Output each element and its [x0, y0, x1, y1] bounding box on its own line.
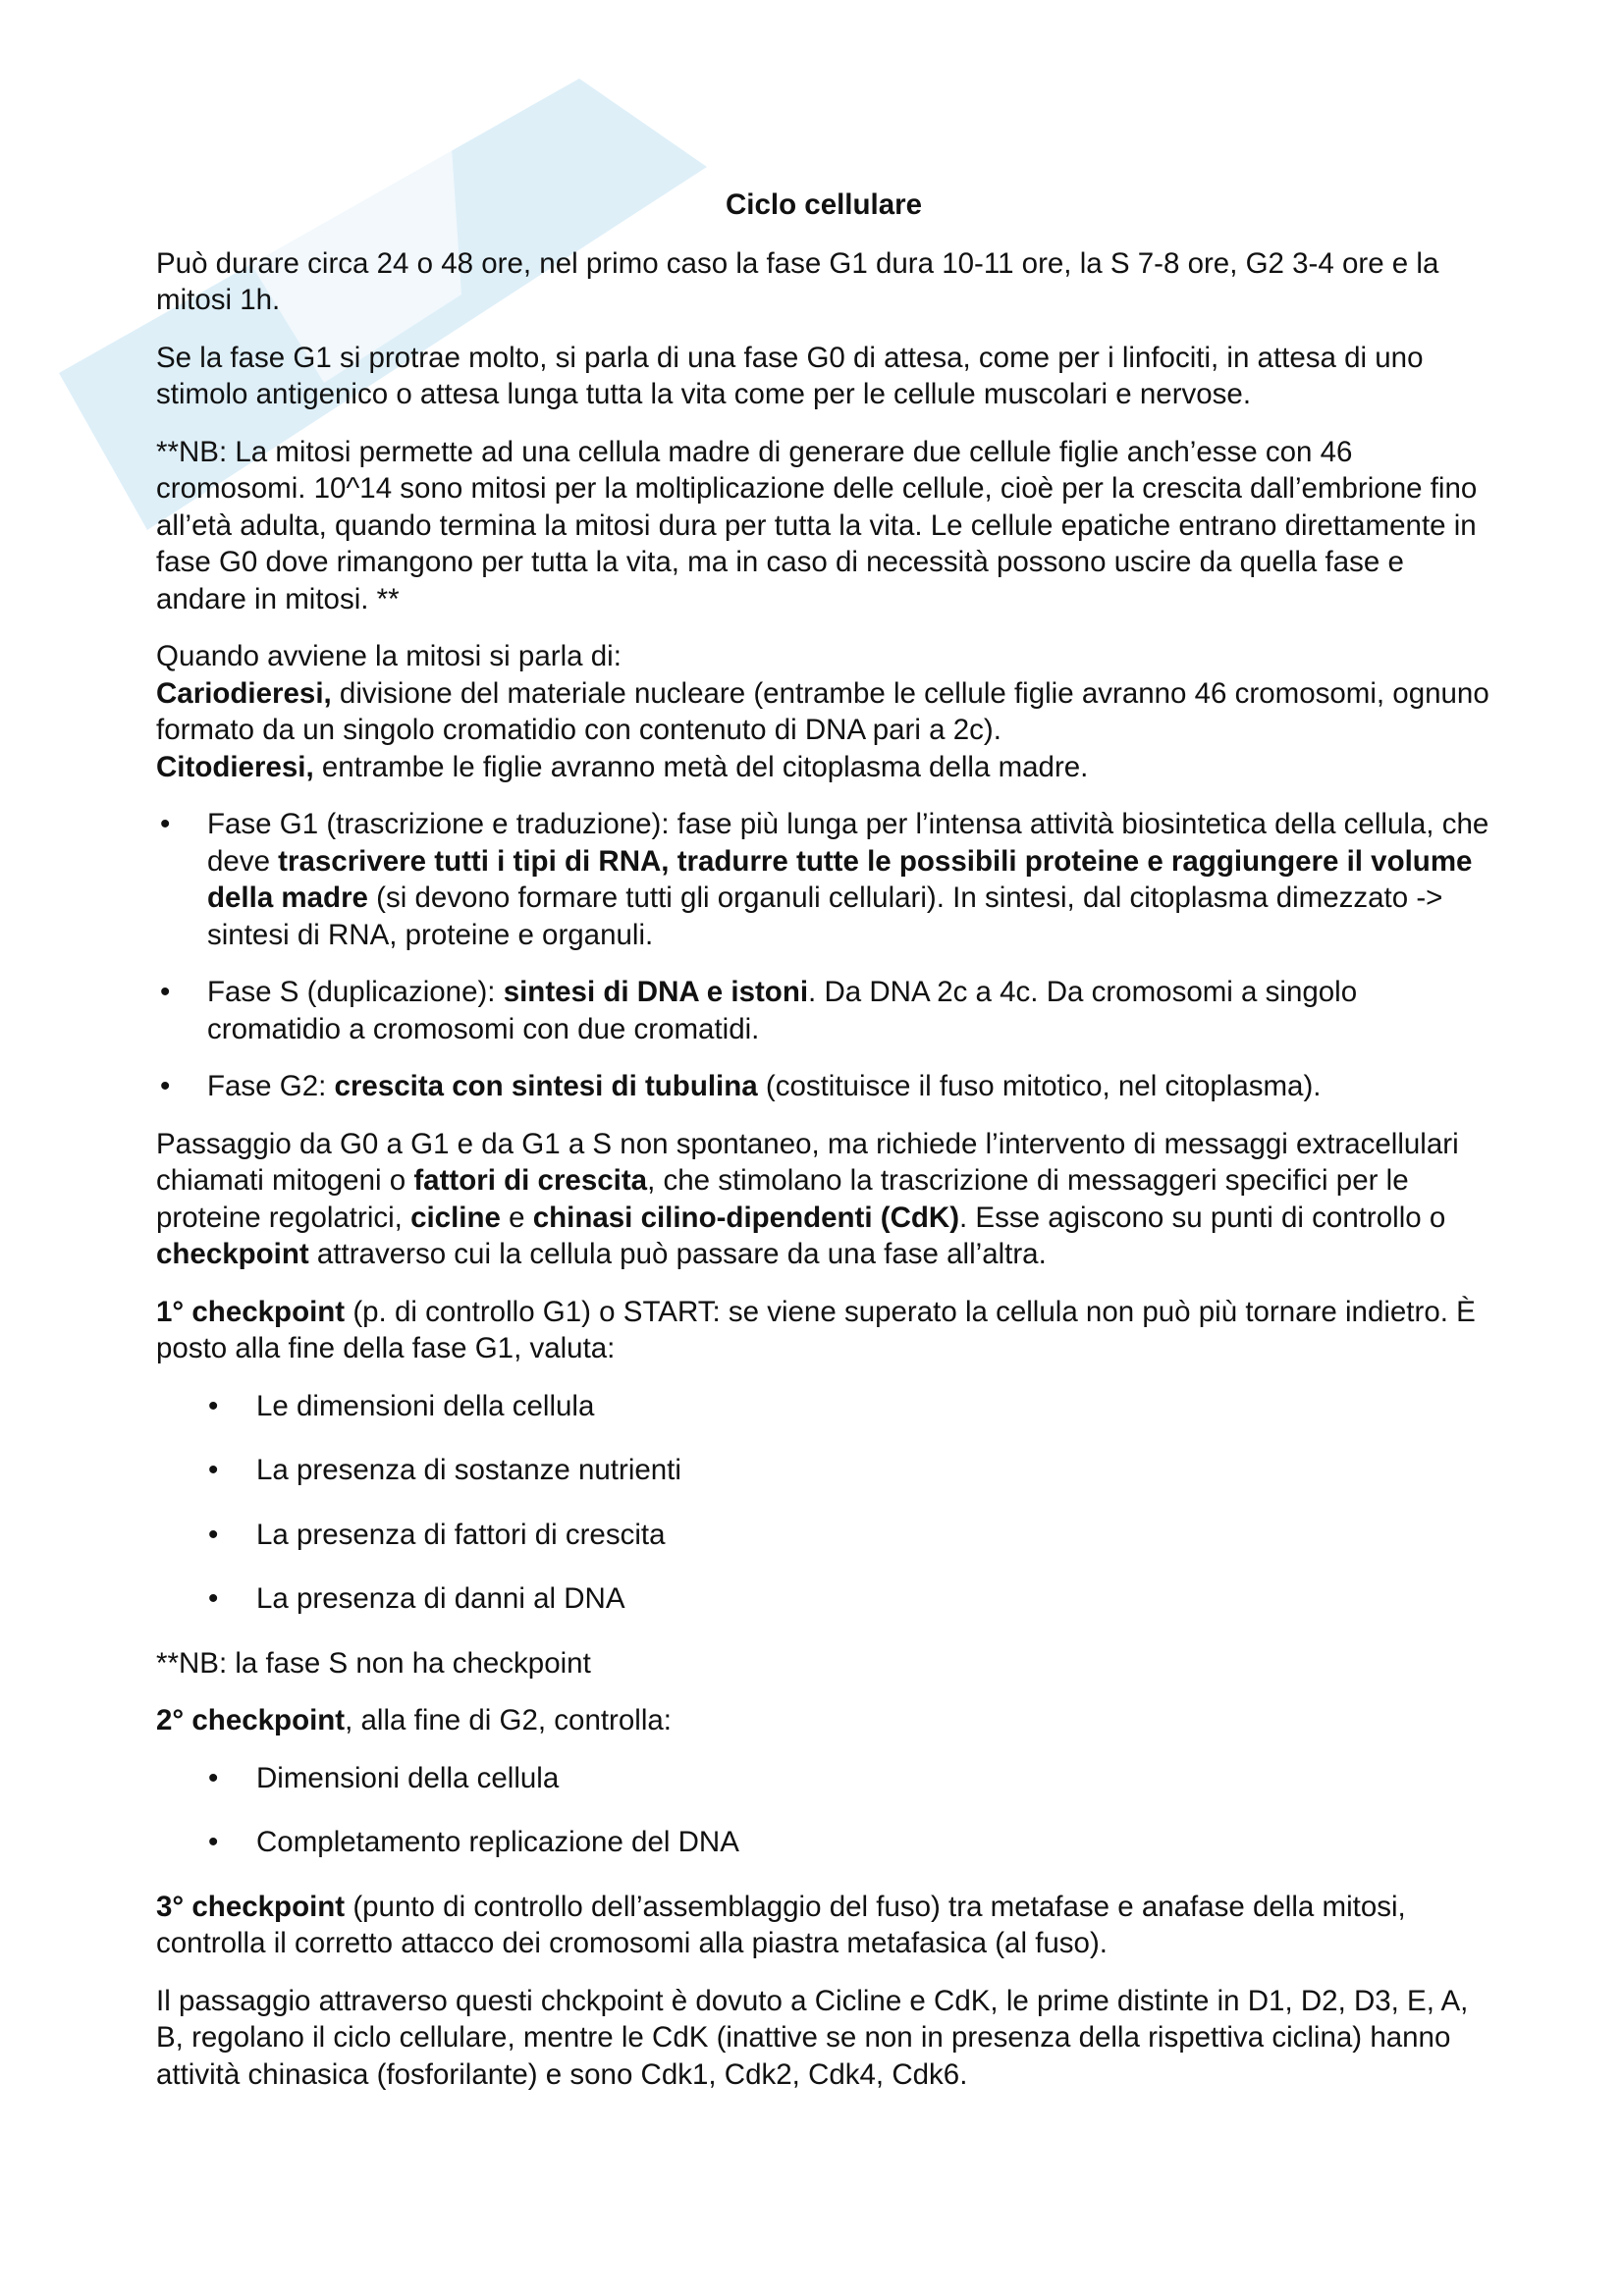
g2-text-end: (costituisce il fuso mitotico, nel citoplasma).	[757, 1070, 1322, 1102]
checkpoint2-paragraph	[156, 1702, 1491, 1739]
passage-text-5: attraverso cui la cellula può passare da una fase all’altra.	[308, 1238, 1047, 1270]
g1-text: Fase G1 (trascrizione e traduzione): fase più lunga per l’intensa attività biosintetica della cellula, che deve	[207, 808, 1489, 878]
nb-s-phase: **NB: la fase S non ha checkpoint	[156, 1646, 591, 1680]
checkpoint3-paragraph	[156, 1889, 1491, 1962]
checkpoint2-list	[156, 1760, 1491, 1861]
checkpoint3-text: (punto di controllo dell’assemblaggio del fuso) tra metafase e anafase della mitosi, controlla il corretto attacco dei cromosomi alla piastra metafasica (al fuso).	[156, 1890, 1406, 1959]
passage-paragraph	[156, 1126, 1491, 1273]
list-item: • Completamento replicazione del DNA	[156, 1824, 1491, 1861]
passage-bold-2: cicline	[410, 1201, 501, 1234]
nb-mitosis-paragraph: **NB: La mitosi permette ad una cellula madre di generare due cellule figlie anch’esse con 46 cromosomi. 10^14 sono mitosi per la moltiplicazione delle cellule, cioè per la crescita dall’embrione fino all’età adulta, quando termina la mitosi dura per tutta la vita. Le cellule epatiche entrano direttamente in fase G0 dove rimangono per tutta la vita, ma in caso di necessità possono uscire da quella fase e andare in mitosi. **	[156, 435, 1478, 615]
list-item-g2	[156, 1068, 1491, 1105]
checkpoint3-heading: 3° checkpoint	[156, 1890, 346, 1923]
g0-paragraph: Se la fase G1 si protrae molto, si parla di una fase G0 di attesa, come per i linfociti, in attesa di uno stimolo antigenico o attesa lunga tutta la vita come per le cellule muscolari e nervose.	[156, 341, 1424, 410]
mitosis-lead: Quando avviene la mitosi si parla di:	[156, 640, 622, 672]
g2-text: Fase G2:	[207, 1070, 335, 1102]
list-item: • La presenza di danni al DNA	[156, 1580, 1491, 1618]
s-text: Fase S (duplicazione):	[207, 976, 504, 1008]
citodieresi-text: entrambe le figlie avranno metà del citoplasma della madre.	[313, 750, 1089, 783]
phases-list	[156, 806, 1491, 1105]
passage-bold-3: chinasi cilino-dipendenti (CdK)	[532, 1201, 960, 1234]
cariodieresi-term: Cariodieresi,	[156, 676, 332, 710]
checkpoint2-heading: 2° checkpoint	[156, 1704, 346, 1736]
checkpoint1-text: (p. di controllo G1) o START: se viene superato la cellula non può più tornare indietro. È posto alla fine della fase G1, valuta:	[156, 1295, 1476, 1364]
list-item-s	[156, 974, 1491, 1047]
list-item: • La presenza di fattori di crescita	[156, 1517, 1491, 1554]
s-text-end: . Da DNA 2c a 4c. Da cromosomi a singolo cromatidio a cromosomi con due cromatidi.	[207, 976, 1358, 1045]
g1-text-end: (si devono formare tutti gli organuli cellulari). In sintesi, dal citoplasma dimezzato -> sintesi di RNA, proteine e organuli.	[207, 881, 1443, 951]
s-bold: sintesi di DNA e istoni	[503, 976, 809, 1008]
checkpoint1-paragraph	[156, 1294, 1491, 1367]
list-item-g1	[156, 806, 1491, 953]
list-item: • La presenza di sostanze nutrienti	[156, 1452, 1491, 1489]
passage-text-3: e	[500, 1201, 533, 1234]
citodieresi-term: Citodieresi,	[156, 750, 314, 783]
checkpoint1-list	[156, 1388, 1491, 1618]
passage-bold-1: fattori di crescita	[413, 1164, 648, 1197]
passage-text-1: Passaggio da G0 a G1 e da G1 a S non spontaneo, ma richiede l’intervento di messaggi extracellulari chiamati mitogeni o	[156, 1127, 1459, 1197]
citodieresi-paragraph	[156, 749, 1491, 786]
document-page	[156, 187, 1491, 2113]
g2-bold: crescita con sintesi di tubulina	[334, 1070, 758, 1102]
cariodieresi-paragraph	[156, 675, 1491, 749]
intro-paragraph: Può durare circa 24 o 48 ore, nel primo caso la fase G1 dura 10-11 ore, la S 7-8 ore, G2 3-4 ore e la mitosi 1h.	[156, 246, 1439, 316]
cariodieresi-text: divisione del materiale nucleare (entrambe le cellule figlie avranno 46 cromosomi, ognuno formato da un singolo cromatidio con contenuto di DNA pari a 2c).	[156, 676, 1489, 746]
passage-text-2: , che stimolano la trascrizione di messaggeri specifici per le proteine regolatrici,	[156, 1164, 1409, 1234]
g1-bold: trascrivere tutti i tipi di RNA, tradurre tutte le possibili proteine e raggiungere il volume della madre	[207, 844, 1473, 914]
list-item: • Le dimensioni della cellula	[156, 1388, 1491, 1425]
page-title: Ciclo cellulare	[725, 188, 923, 221]
checkpoint1-heading: 1° checkpoint	[156, 1295, 346, 1328]
passage-bold-4: checkpoint	[156, 1238, 309, 1270]
checkpoint2-text: , alla fine di G2, controlla:	[345, 1704, 672, 1736]
final-paragraph: Il passaggio attraverso questi chckpoint è dovuto a Cicline e CdK, le prime distinte in D1, D2, D3, E, A, B, regolano il ciclo cellulare, mentre le CdK (inattive se non in presenza della rispettiva ciclina) hanno attività chinasica (fosforilante) e sono Cdk1, Cdk2, Cdk4, Cdk6.	[156, 1984, 1469, 2091]
list-item: • Dimensioni della cellula	[156, 1760, 1491, 1797]
passage-text-4: . Esse agiscono su punti di controllo o	[959, 1201, 1446, 1234]
